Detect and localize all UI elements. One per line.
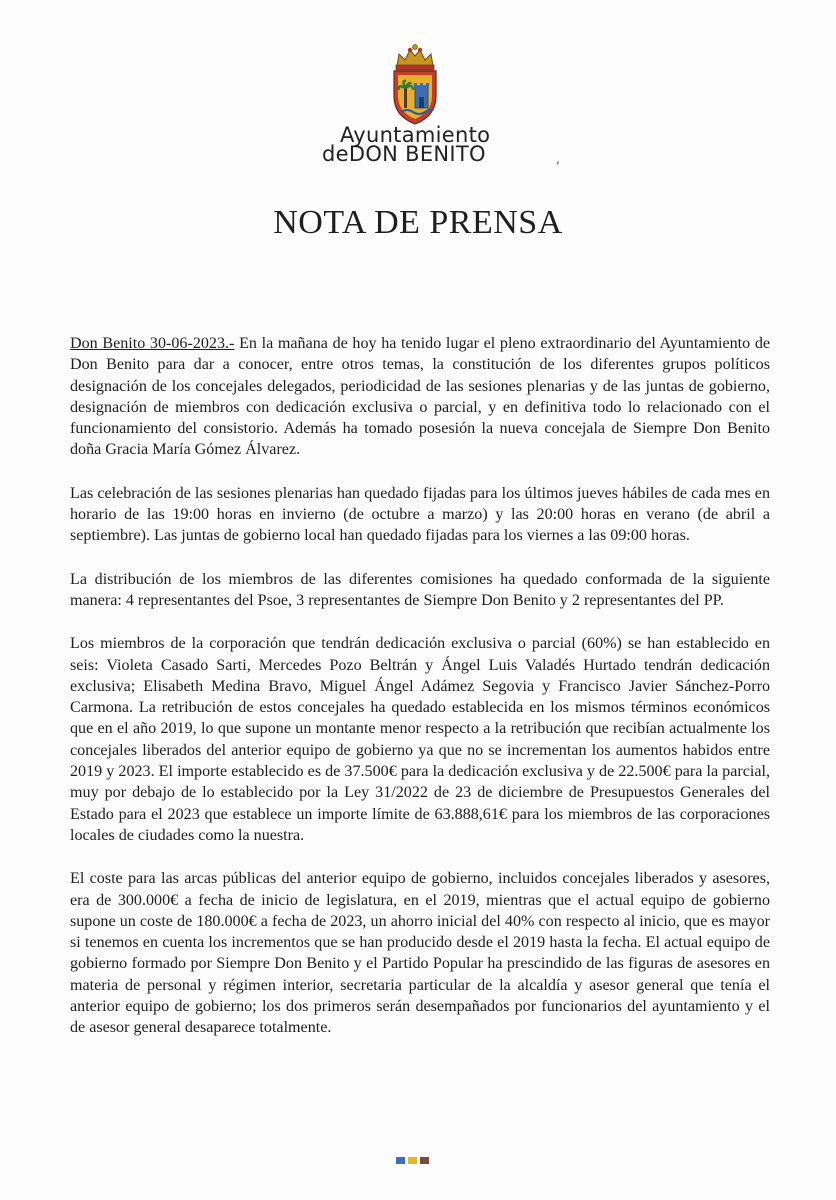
footer-square-brown [420, 1157, 429, 1164]
footer-color-squares [396, 1157, 429, 1164]
scan-mark: , [556, 152, 560, 166]
org-name-line1: Ayuntamiento [340, 123, 491, 147]
paragraph-3: La distribución de los miembros de las diferentes comisiones ha quedado conformada de la siguiente manera: 4 representantes del Psoe, 3 representantes de Siempre Don Benito y 2 representantes del PP. [70, 570, 770, 609]
press-release-body [70, 333, 770, 1039]
coat-of-arms-icon [389, 44, 441, 126]
dateline: Don Benito 30-06-2023.- [70, 335, 235, 352]
paragraph-1-text: En la mañana de hoy ha tenido lugar el pleno extraordinario del Ayuntamiento de Don Benito para dar a conocer, entre otros temas, la constitución de los diferentes grupos políticos designación de los concejales delegados, periodicidad de las sesiones plenarias y de las juntas de gobierno, designación de miembros con dedicación exclusiva o parcial, y en definitiva todo lo relacionado con el funcionamiento del consistorio. Además ha tomado posesión la nueva concejala de Siempre Don Benito doña Gracia María Gómez Álvarez. [70, 335, 771, 459]
footer-square-blue [396, 1157, 405, 1164]
org-name-line2: deDON BENITO [322, 142, 486, 166]
paragraph-2: Las celebración de las sesiones plenarias han quedado fijadas para los últimos jueves hábiles de cada mes en horario de las 19:00 horas en invierno (de octubre a marzo) y las 20:00 horas en verano (de abril a septiembre). Las juntas de gobierno local han quedado fijadas para los viernes a las 09:00 horas. [70, 484, 770, 545]
paragraph-4: Los miembros de la corporación que tendrán dedicación exclusiva o parcial (60%) se han establecido en seis: Violeta Casado Sarti, Mercedes Pozo Beltrán y Ángel Luis Valadés Hurtado tendrán dedicación exclusiva; Elisabeth Medina Bravo, Miguel Ángel Adámez Segovia y Francisco Javier Sánchez-Porro Carmona. La retribución de estos concejales ha quedado establecida en los mismos términos económicos que en el año 2019, lo que supone un montante menor respecto a la retribución que recibían actualmente los concejales liberados del anterior equipo de gobierno ya que no se incrementan los aumentos habidos entre 2019 y 2023. El importe establecido es de 37.500€ para la dedicación exclusiva y de 22.500€ para la parcial, muy por debajo de lo establecido por la Ley 31/2022 de 23 de diciembre de Presupuestos Generales del Estado para el 2023 que establece un importe límite de 63.888,61€ para los miembros de las corporaciones locales de ciudades como la nuestra. [70, 635, 770, 844]
page-title: NOTA DE PRENSA [273, 204, 563, 241]
paragraph-5: El coste para las arcas públicas del anterior equipo de gobierno, incluidos concejales liberados y asesores, era de 300.000€ a fecha de inicio de legislatura, en el 2019, mientras que el actual equipo de gobierno supone un coste de 180.000€ a fecha de 2023, un ahorro inicial del 40% con respecto al inicio, que es mayor si tenemos en cuenta los incrementos que se han producido desde el 2019 hasta la fecha. El actual equipo de gobierno formado por Siempre Don Benito y el Partido Popular ha prescindido de las figuras de asesores en materia de personal y régimen interior, secretaria particular de la alcaldía y asesor general que tenía el anterior equipo de gobierno; los dos primeros serán desempañados por funcionarios del ayuntamiento y el de asesor general desaparece totalmente. [70, 870, 770, 1037]
footer-square-yellow [408, 1157, 417, 1164]
paragraph-1 [70, 333, 770, 461]
